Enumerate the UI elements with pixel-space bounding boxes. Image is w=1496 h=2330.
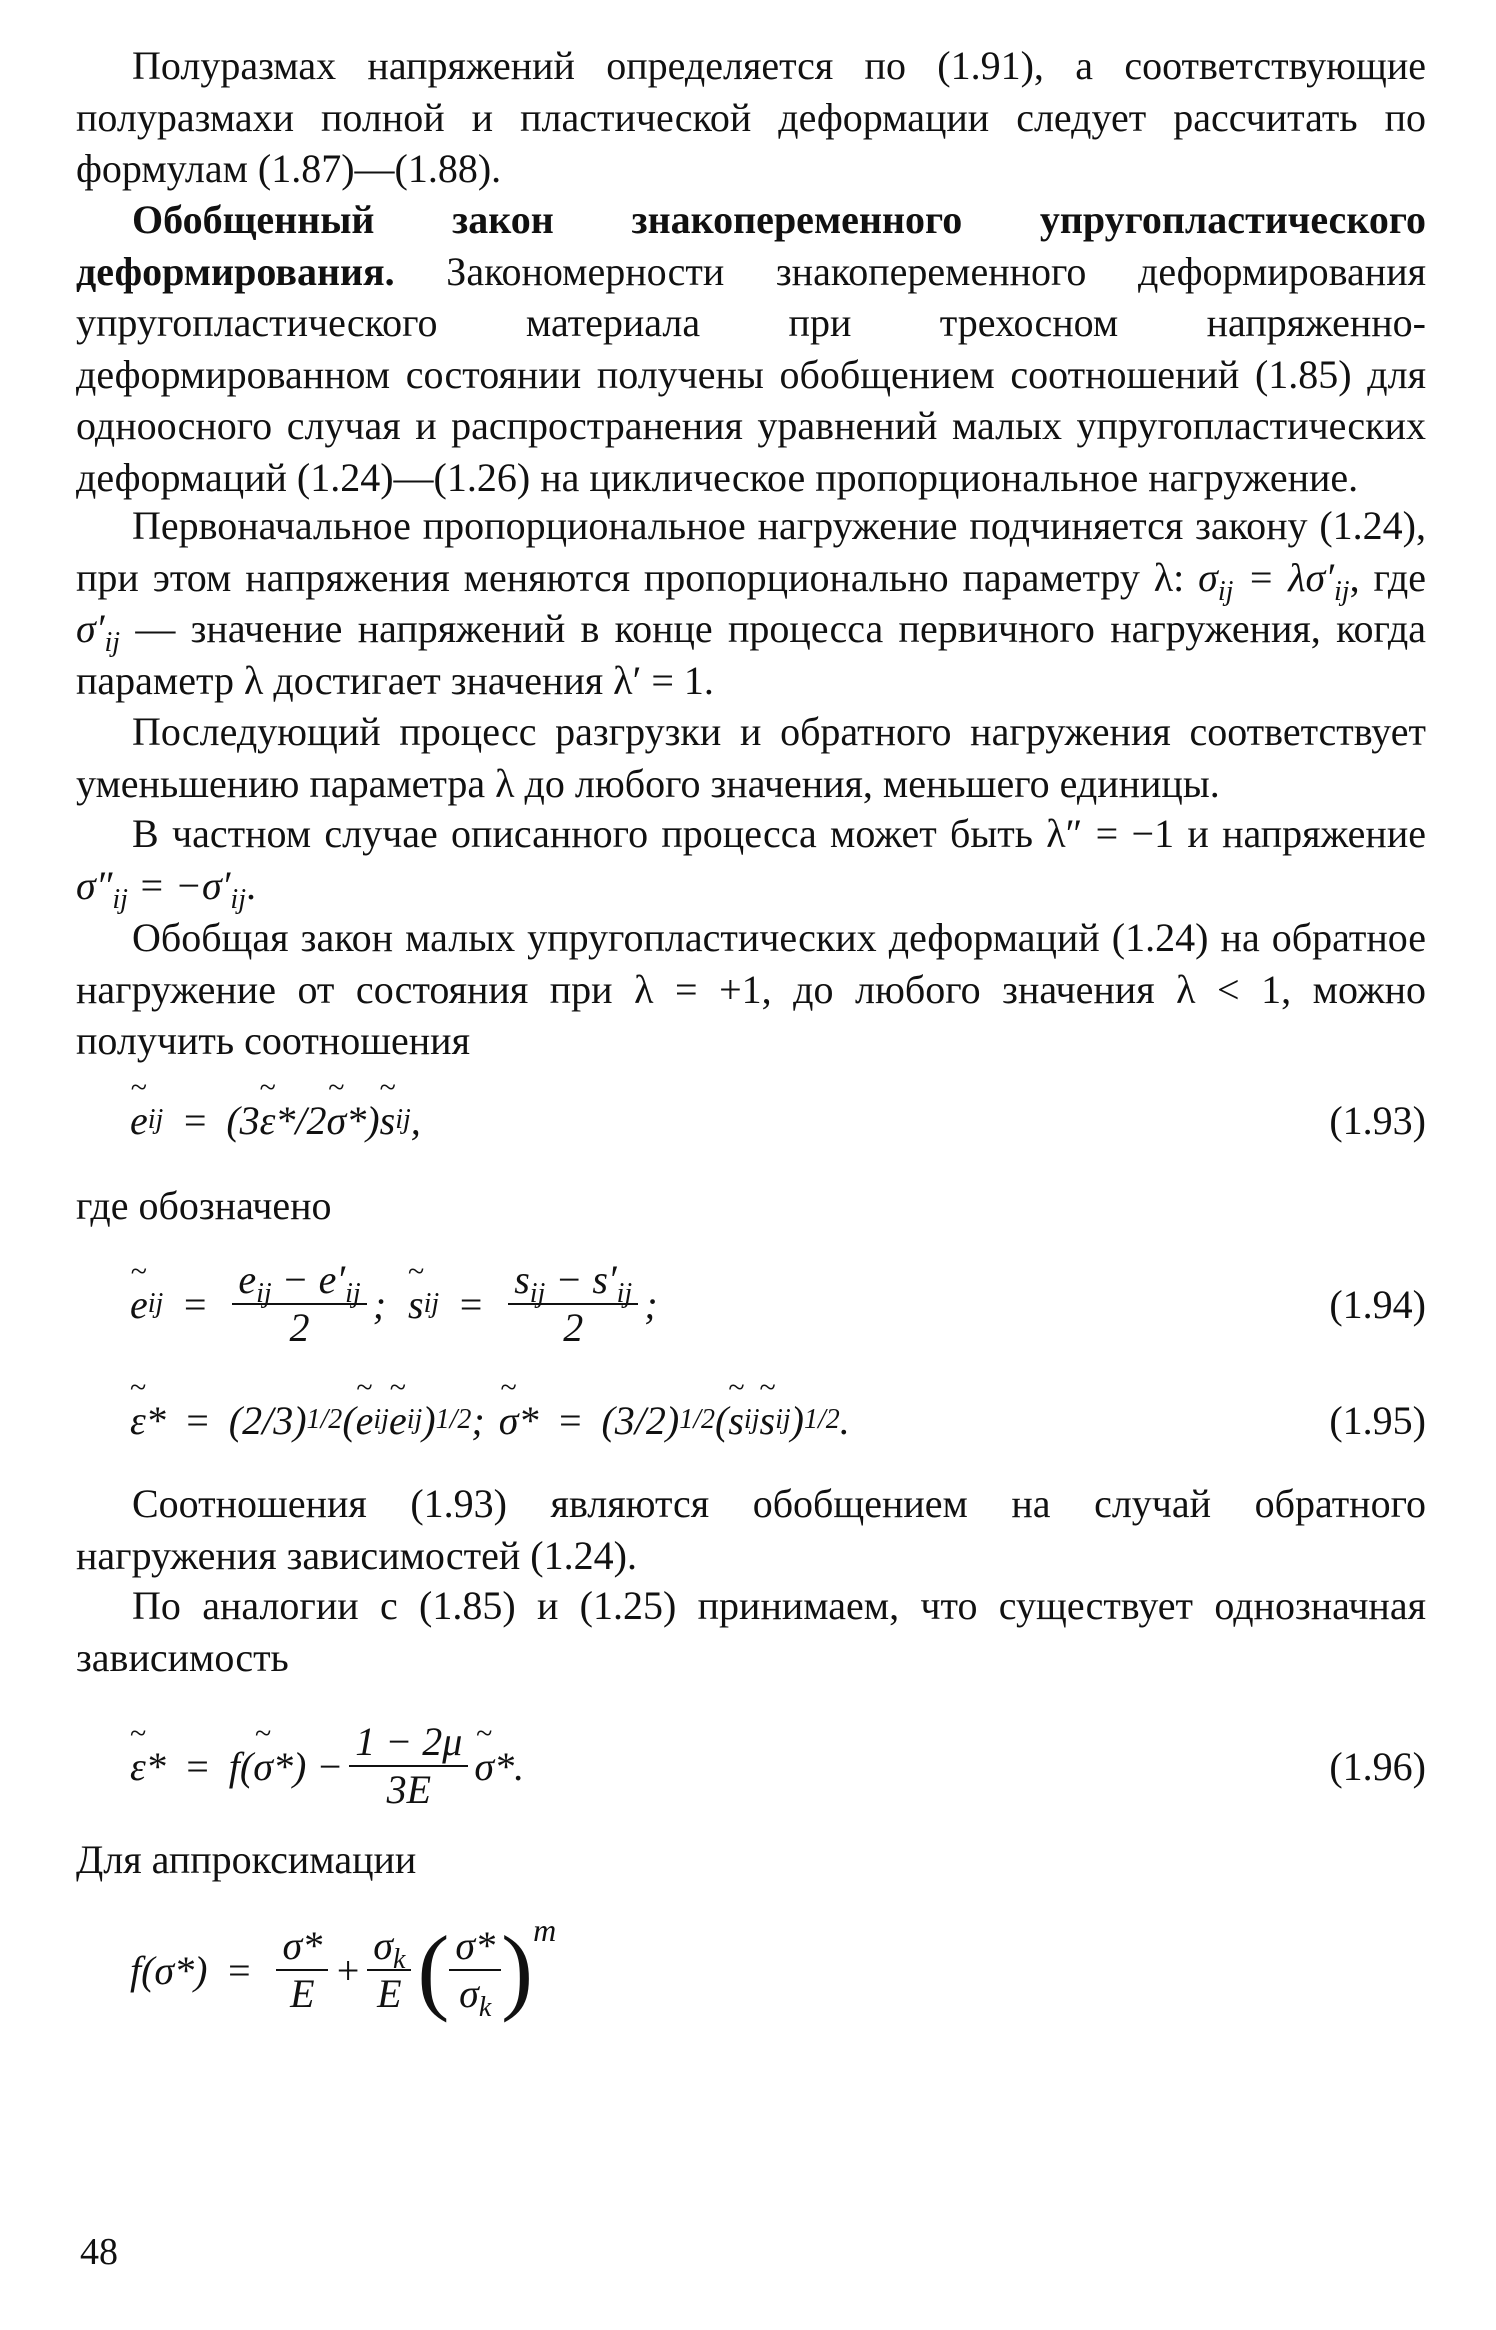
equation-1-93: ~ e ij = (3 ~ ε */2 ~ σ *) ~ s ij , (1.93) <box>130 1080 1426 1160</box>
paragraph-8: Соотношения (1.93) являются обобщением на случай обратного нагружения зависимостей (1.24). <box>76 1481 1426 1578</box>
paragraph-5-text: В частном случае описанного процесса может быть λ″ = −1 и напряжение <box>132 811 1426 856</box>
page-number: 48 <box>80 2231 118 2273</box>
equation-number: (1.95) <box>1329 1397 1426 1443</box>
section-heading: Обобщенный закон знакопеременного упругопластического деформирования. <box>76 197 1426 294</box>
paragraph-4: Последующий процесс разгрузки и обратного нагружения соответствует уменьшению параметра λ до любого значения, меньшего единицы. <box>76 709 1426 806</box>
inline-formula-sigma-prime: $\sigma'_{ij}$ <box>76 606 121 658</box>
paragraph-6: Обобщая закон малых упругопластических деформаций (1.24) на обратное нагружение от состояния при λ = +1, до любого значения λ < 1, можно получить соотношения <box>76 915 1426 1063</box>
inline-formula-sigma-double-prime: $\sigma''_{ij} = -\sigma'_{ij}$ <box>76 862 246 915</box>
equation-number: (1.93) <box>1329 1097 1426 1143</box>
inline-formula-sigma-lambda: $\sigma_{ij} = \lambda\sigma'_{ij}$ <box>1198 554 1350 607</box>
paragraph-2 <box>76 194 1426 503</box>
paragraph-9: По аналогии с (1.85) и (1.25) принимаем, что существует однозначная зависимость <box>76 1583 1426 1680</box>
equation-1-95: ~ ε * = (2/3) 1/2 ( ~ e ij ~ e ij ) 1/2 ; ~ σ * = (3/2) 1/2 ( ~ s ij ~ s ij ) 1/2 . (1.95) <box>130 1380 1426 1460</box>
equation-approximation: f(σ*) = $\frac{\sigma*}{E}$ + $\frac{\sigma_k}{E}$ ( $\frac{\sigma*}{\sigma_k}$ ) $^m$ <box>130 1912 557 2023</box>
paragraph-10: Для аппроксимации <box>76 1837 417 1882</box>
paragraph-3-text-c: — значение напряжений в конце процесса первичного нагружения, когда параметр λ достигает значения λ′ = 1. <box>76 606 1427 703</box>
paragraph-1: Полуразмах напряжений определяется по (1.91), а соответствующие полуразмахи полной и пластической деформации следует рассчитать по формулам (1.87)—(1.88). <box>76 43 1426 191</box>
paragraph-5: В частном случае описанного процесса может быть λ″ = −1 и напряжение $\sigma''_{ij} = -\sigma'_{ij}$. <box>76 811 1426 915</box>
paragraph-3-text-b: , где <box>1349 554 1426 600</box>
paragraph-2-text: Закономерности знакопеременного деформирования упругопластического материала при трехосном напряженно-деформированном состоянии получены обобщением соотношений (1.85) для одноосного случая и распространения уравнений малых упругопластических деформаций (1.24)—(1.26) на циклическое пропорциональное нагружение. <box>76 248 1426 500</box>
paragraph-3-text-a: Первоначальное пропорциональное нагружение подчиняется закону (1.24), при этом напряжения меняются пропорционально параметру λ: <box>76 503 1426 600</box>
paragraph-7: где обозначено <box>76 1183 332 1228</box>
equation-number: (1.96) <box>1329 1743 1426 1789</box>
paragraph-3 <box>76 500 1426 706</box>
equation-number: (1.94) <box>1329 1281 1426 1327</box>
equation-1-96: ~ ε * = f( ~ σ *) − $\frac{1 - 2\mu}{3E}$ ~ σ *. (1.96) <box>130 1716 1426 1816</box>
equation-1-94: ~ e ij = $\frac{e_{ij} - e'_{ij}}{2}$ ; ~ s ij = $\frac{s_{ij} - s'_{ij}}{2}$ ; (1.94) <box>130 1254 1426 1354</box>
